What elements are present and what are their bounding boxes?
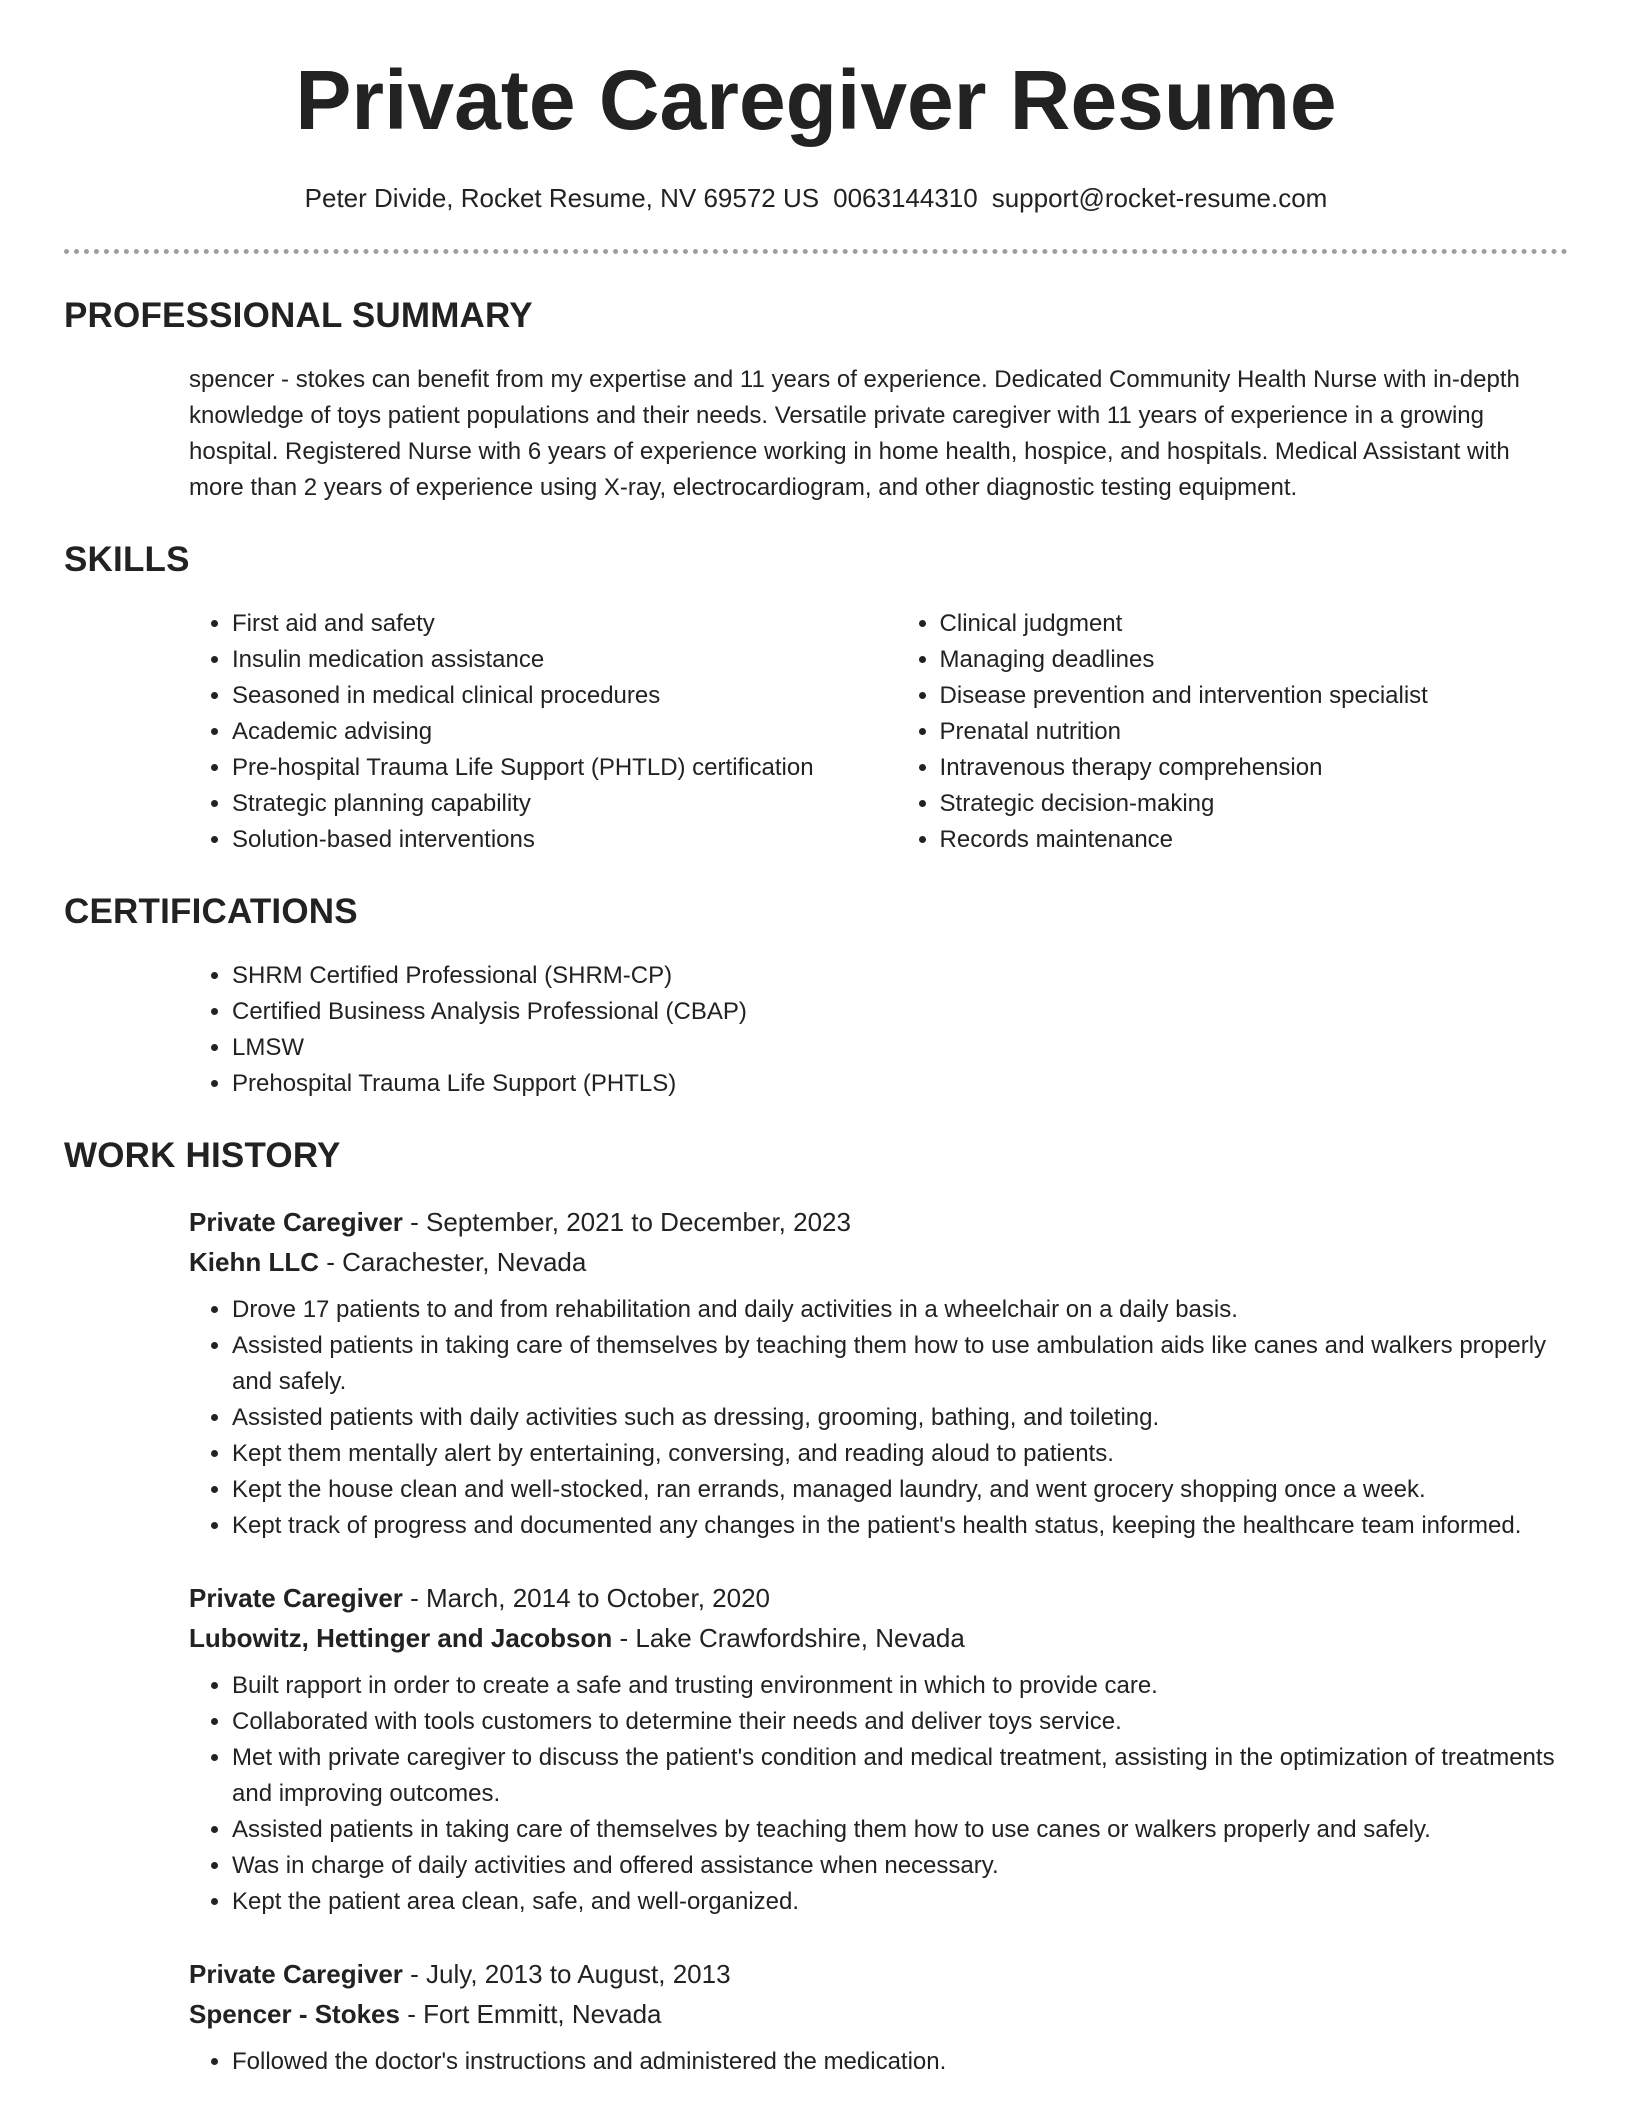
contact-phone: 0063144310 [833, 183, 978, 213]
certification-item: • Certified Business Analysis Professional (CBAP) [232, 994, 1565, 1030]
job-location: - Lake Crawfordshire, Nevada [612, 1623, 965, 1653]
job-title: Private Caregiver [189, 1583, 403, 1613]
job-bullet: • Collaborated with tools customers to determine their needs and deliver toys service. [232, 1704, 1565, 1740]
certification-item: • Prehospital Trauma Life Support (PHTLS) [232, 1066, 1565, 1102]
skill-item: • Strategic planning capability [232, 786, 897, 822]
skills-heading: SKILLS [64, 540, 190, 579]
skill-item: • First aid and safety [232, 606, 897, 642]
job-bullet: • Assisted patients in taking care of themselves by teaching them how to use canes or walkers properly and safely. [232, 1812, 1565, 1848]
certifications-list [189, 958, 1565, 1102]
job-bullets [189, 2044, 1565, 2080]
job-entry [189, 1954, 1565, 2080]
skill-item: • Academic advising [232, 714, 897, 750]
skill-item: • Prenatal nutrition [940, 714, 1565, 750]
job-title: Private Caregiver [189, 1207, 403, 1237]
job-title-line [189, 1954, 1565, 1994]
resume-content [64, 296, 1568, 2114]
skills-list [189, 606, 1565, 858]
contact-line [0, 183, 1632, 214]
work-history-heading: WORK HISTORY [64, 1136, 341, 1175]
skills-column-left [189, 606, 897, 858]
job-company-line [189, 1242, 1565, 1282]
skill-item: • Managing deadlines [940, 642, 1565, 678]
contact-address: Peter Divide, Rocket Resume, NV 69572 US [304, 183, 820, 213]
skill-item: • Seasoned in medical clinical procedures [232, 678, 897, 714]
certifications-heading: CERTIFICATIONS [64, 892, 358, 931]
job-bullet: • Assisted patients in taking care of themselves by teaching them how to use ambulation aids like canes and walkers properly and safely. [232, 1328, 1565, 1400]
job-dates: - July, 2013 to August, 2013 [402, 1959, 731, 1989]
job-title-line [189, 1202, 1565, 1242]
skill-item: • Insulin medication assistance [232, 642, 897, 678]
job-company-line [189, 1618, 1565, 1658]
skill-item: • Intravenous therapy comprehension [940, 750, 1565, 786]
certification-item: • SHRM Certified Professional (SHRM-CP) [232, 958, 1565, 994]
job-company: Spencer - Stokes [189, 1999, 400, 2029]
header-divider [64, 249, 1568, 254]
skill-item: • Disease prevention and intervention specialist [940, 678, 1565, 714]
job-bullet: • Followed the doctor's instructions and administered the medication. [232, 2044, 1565, 2080]
page-title: Private Caregiver Resume [295, 53, 1337, 147]
job-entry [189, 1578, 1565, 1920]
job-company: Lubowitz, Hettinger and Jacobson [189, 1623, 613, 1653]
job-bullet: • Was in charge of daily activities and offered assistance when necessary. [232, 1848, 1565, 1884]
job-dates: - March, 2014 to October, 2020 [402, 1583, 771, 1613]
job-company: Kiehn LLC [189, 1247, 319, 1277]
job-bullet: • Built rapport in order to create a safe and trusting environment in which to provide care. [232, 1668, 1565, 1704]
job-bullet: • Drove 17 patients to and from rehabilitation and daily activities in a wheelchair on a daily basis. [232, 1292, 1565, 1328]
work-history [189, 1202, 1565, 2080]
job-dates: - September, 2021 to December, 2023 [402, 1207, 851, 1237]
job-company-line [189, 1994, 1565, 2034]
job-entry [189, 1202, 1565, 1544]
skill-item: • Pre-hospital Trauma Life Support (PHTLD) certification [232, 750, 897, 786]
skill-item: • Records maintenance [940, 822, 1565, 858]
job-bullet: • Kept the patient area clean, safe, and well-organized. [232, 1884, 1565, 1920]
skill-item: • Solution-based interventions [232, 822, 897, 858]
job-bullets [189, 1292, 1565, 1544]
job-bullet: • Assisted patients with daily activities such as dressing, grooming, bathing, and toileting. [232, 1400, 1565, 1436]
skill-item: • Strategic decision-making [940, 786, 1565, 822]
job-bullets [189, 1668, 1565, 1920]
job-title-line [189, 1578, 1565, 1618]
job-bullet: • Met with private caregiver to discuss the patient's condition and medical treatment, assisting in the optimization of treatments and improving outcomes. [232, 1740, 1565, 1812]
job-bullet: • Kept track of progress and documented any changes in the patient's health status, keeping the healthcare team informed. [232, 1508, 1565, 1544]
job-location: - Carachester, Nevada [319, 1247, 587, 1277]
job-bullet: • Kept the house clean and well-stocked, ran errands, managed laundry, and went grocery shopping once a week. [232, 1472, 1565, 1508]
summary-text: spencer - stokes can benefit from my expertise and 11 years of experience. Dedicated Community Health Nurse with in-depth knowledge of toys patient populations and their needs. Versatile private caregiver with 11 years of experience in a growing hospital. Registered Nurse with 6 years of experience working in home health, hospice, and hospitals. Medical Assistant with more than 2 years of experience using X-ray, electrocardiogram, and other diagnostic testing equipment. [189, 366, 1520, 501]
certification-item: • LMSW [232, 1030, 1565, 1066]
job-title: Private Caregiver [189, 1959, 403, 1989]
summary-heading: PROFESSIONAL SUMMARY [64, 296, 533, 335]
job-location: - Fort Emmitt, Nevada [399, 1999, 662, 2029]
contact-email: support@rocket-resume.com [991, 183, 1328, 213]
skills-column-right [897, 606, 1565, 858]
job-bullet: • Kept them mentally alert by entertaining, conversing, and reading aloud to patients. [232, 1436, 1565, 1472]
skill-item: • Clinical judgment [940, 606, 1565, 642]
